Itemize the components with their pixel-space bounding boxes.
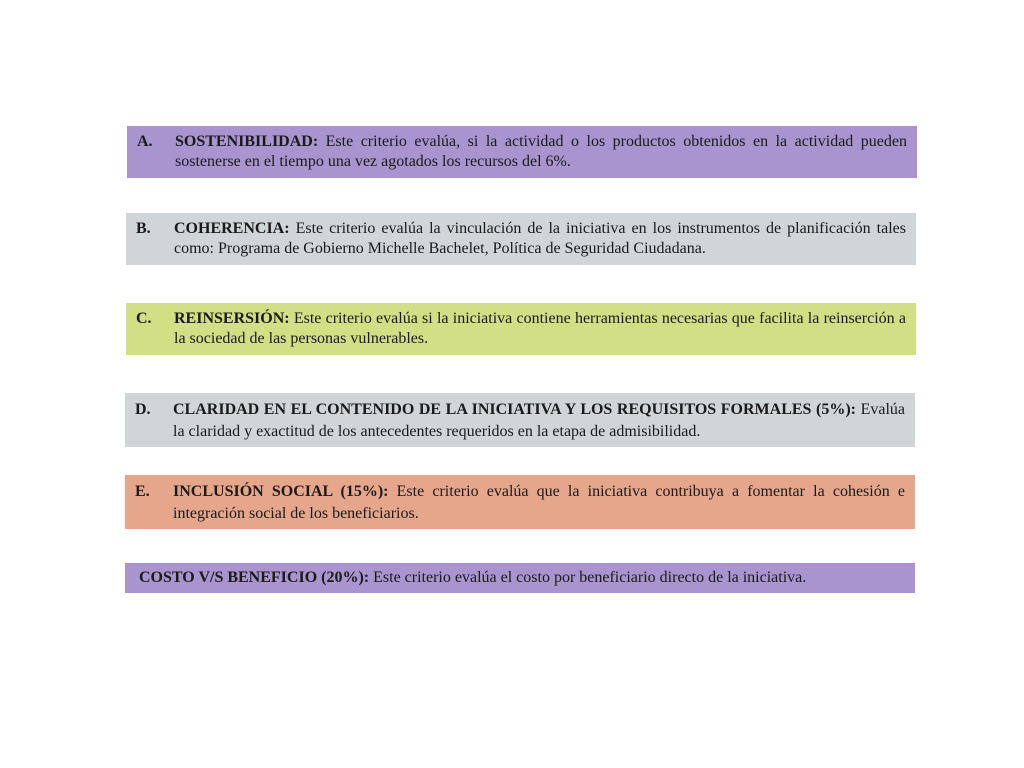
criterion-body: Este criterio evalúa si la iniciativa contiene herramientas necesarias que facilita la reinserción a la sociedad de las personas vulnerables. bbox=[174, 310, 906, 347]
criterion-body: Este criterio evalúa, si la actividad o los productos obtenidos en la actividad pueden sostenerse en el tiempo una vez agotados los recursos del 6%. bbox=[175, 133, 907, 170]
criterion-coherencia bbox=[126, 213, 916, 265]
criterion-body: Este criterio evalúa el costo por beneficiario directo de la iniciativa. bbox=[369, 569, 807, 586]
criterion-title: REINSERSIÓN: bbox=[174, 310, 290, 327]
criterion-letter: E. bbox=[135, 483, 150, 500]
criterion-body: Evalúa la claridad y exactitud de los antecedentes requeridos en la etapa de admisibilidad. bbox=[173, 401, 905, 440]
criterion-title: SOSTENIBILIDAD: bbox=[175, 133, 319, 150]
criterion-claridad bbox=[125, 393, 915, 447]
criterion-text bbox=[173, 399, 905, 443]
criterion-sostenibilidad bbox=[127, 126, 917, 178]
criterion-letter: B. bbox=[136, 220, 151, 237]
criterion-body: Este criterio evalúa que la iniciativa contribuya a fomentar la cohesión e integración social de los beneficiarios. bbox=[173, 483, 906, 522]
criterion-costo-beneficio bbox=[125, 563, 915, 593]
criterion-title: CLARIDAD EN EL CONTENIDO DE LA INICIATIVA Y LOS REQUISITOS FORMALES (5%): bbox=[173, 401, 856, 418]
criterion-title: COSTO V/S BENEFICIO (20%): bbox=[139, 569, 370, 586]
criterion-title: COHERENCIA: bbox=[174, 220, 290, 237]
criterion-text bbox=[173, 481, 905, 525]
criterion-letter: D. bbox=[135, 401, 151, 418]
criterion-text bbox=[174, 219, 906, 259]
criterion-body: Este criterio evalúa la vinculación de la iniciativa en los instrumentos de planificación tales como: Programa de Gobierno Michelle Bachelet, Política de Seguridad Ciudadana. bbox=[174, 220, 906, 257]
criterion-text bbox=[175, 132, 907, 172]
criterion-title: INCLUSIÓN SOCIAL (15%): bbox=[173, 483, 389, 500]
criterion-inclusion-social bbox=[125, 475, 915, 529]
criterion-text bbox=[139, 568, 905, 588]
criterion-letter: A. bbox=[137, 133, 153, 150]
criterion-letter: C. bbox=[136, 310, 152, 327]
criterion-reinsersion bbox=[126, 303, 916, 355]
criterion-text bbox=[174, 309, 906, 349]
